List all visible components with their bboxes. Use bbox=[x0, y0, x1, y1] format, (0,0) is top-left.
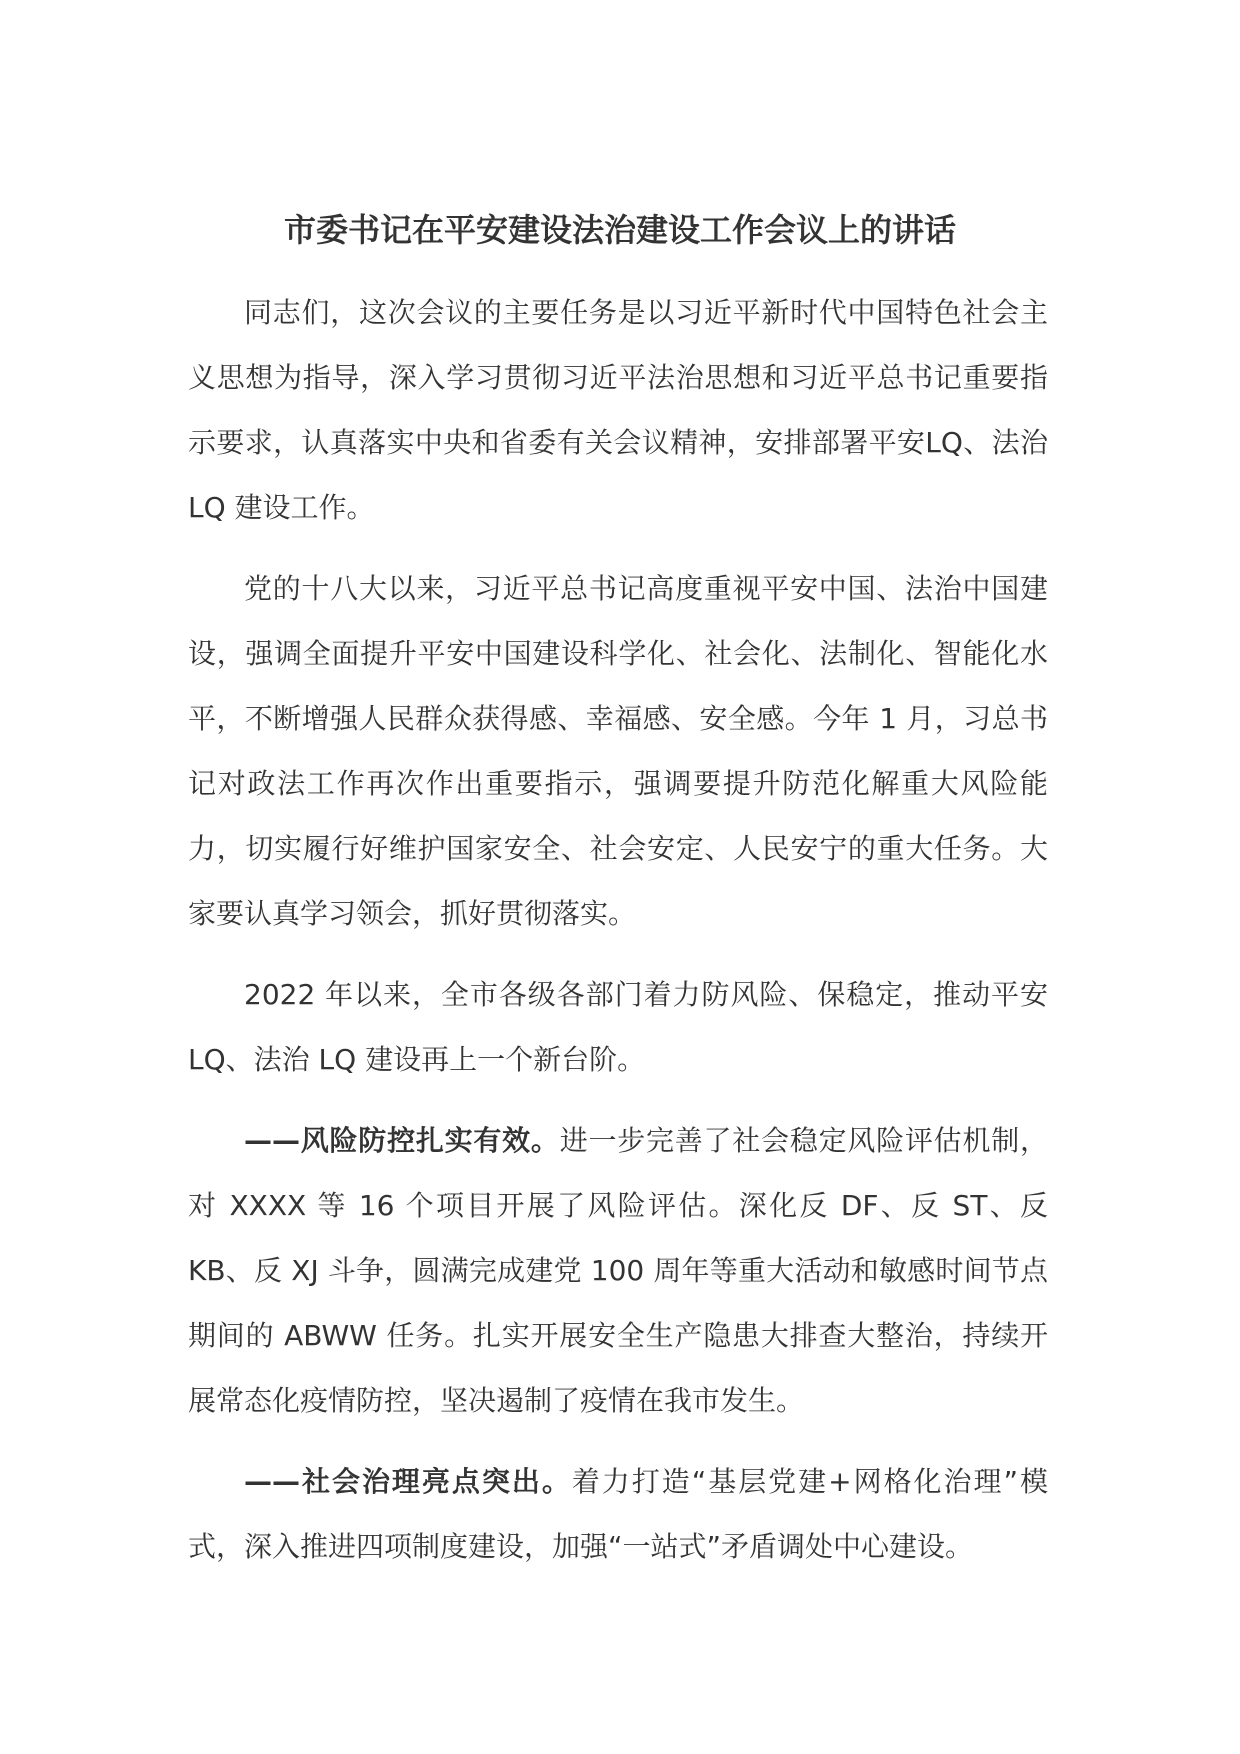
paragraph-3 bbox=[188, 962, 1048, 1092]
paragraph-text: 进一步完善了社会稳定风险评估机制，对 XXXX 等 16 个项目开展了风险评估。深化反 DF、反 ST、反 KB、反 XJ 斗争，圆满完成建党 100 周年等重大活动和敏感时间节点期间的 ABWW 任务。扎实开展安全生产隐患大排查大整治，持续开展常态化疫情防控，坚决遏制了疫情在我市发生。 bbox=[188, 1124, 1048, 1417]
paragraph-text: 同志们，这次会议的主要任务是以习近平新时代中国特色社会主义思想为指导，深入学习贯彻习近平法治思想和习近平总书记重要指示要求，认真落实中央和省委有关会议精神，安排部署平安LQ、法治 LQ 建设工作。 bbox=[188, 296, 1048, 524]
paragraph-4 bbox=[188, 1108, 1048, 1433]
paragraph-5 bbox=[188, 1449, 1048, 1579]
paragraph-text: 2022 年以来，全市各级各部门着力防风险、保稳定，推动平安LQ、法治 LQ 建设再上一个新台阶。 bbox=[188, 978, 1048, 1076]
document-body bbox=[188, 280, 1048, 1595]
paragraph-lead: ——社会治理亮点突出。 bbox=[244, 1465, 572, 1498]
document-title: 市委书记在平安建设法治建设工作会议上的讲话 bbox=[283, 211, 956, 249]
paragraph-text: 党的十八大以来，习近平总书记高度重视平安中国、法治中国建设，强调全面提升平安中国建设科学化、社会化、法制化、智能化水平，不断增强人民群众获得感、幸福感、安全感。今年 1 月，习总书记对政法工作再次作出重要指示，强调要提升防范化解重大风险能力，切实履行好维护国家安全、社会安定、人民安宁的重大任务。大家要认真学习领会，抓好贯彻落实。 bbox=[188, 572, 1048, 930]
paragraph-lead: ——风险防控扎实有效。 bbox=[244, 1124, 560, 1157]
paragraph-text: 着力打造“基层党建+网格化治理”模式，深入推进四项制度建设，加强“一站式”矛盾调处中心建设。 bbox=[188, 1465, 1048, 1563]
paragraph-2 bbox=[188, 556, 1048, 946]
paragraph-1 bbox=[188, 280, 1048, 540]
